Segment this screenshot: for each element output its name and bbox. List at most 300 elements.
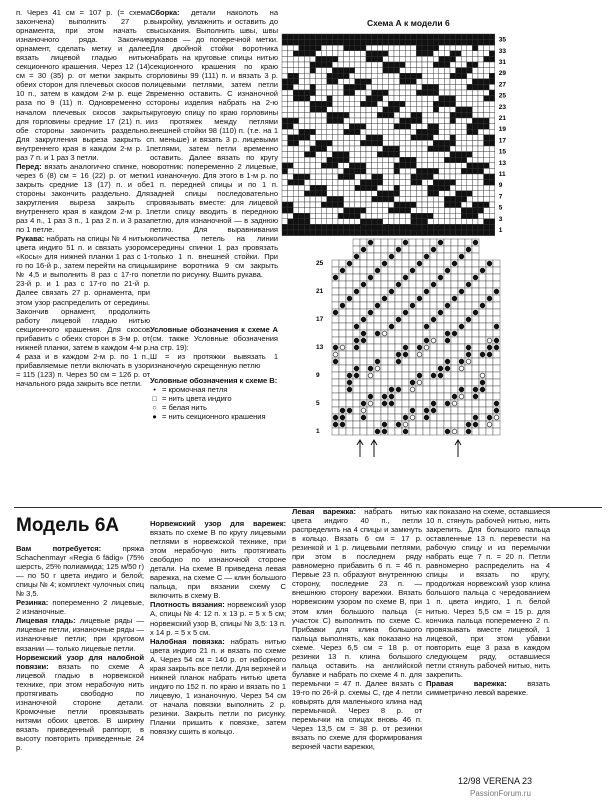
schema-a-cell: [422, 191, 428, 197]
schema-a-cell: [349, 185, 355, 191]
schema-b-cell: [465, 386, 472, 393]
schema-a-row-label: 27: [498, 81, 507, 89]
schema-a-cell: [416, 185, 422, 191]
schema-b-cell: [353, 267, 360, 274]
schema-b-stitch: [389, 289, 394, 294]
schema-a-cell: [461, 140, 467, 146]
schema-a-cell: [394, 124, 400, 130]
schema-b-cell: [353, 302, 360, 309]
schema-a-cell: [310, 140, 316, 146]
schema-a-cell: [428, 163, 434, 169]
schema-a-cell: [478, 224, 484, 230]
schema-a-cell: [344, 135, 350, 141]
schema-a-cell: [288, 152, 294, 158]
schema-a-cell: [456, 62, 462, 68]
schema-b-cell: [409, 330, 416, 337]
schema-a-cell: [355, 196, 361, 202]
schema-a-cell: [405, 34, 411, 40]
schema-a-cell: [344, 140, 350, 146]
schema-a-cell: [321, 196, 327, 202]
schema-a-cell: [472, 140, 478, 146]
schema-a-cell: [299, 224, 305, 230]
schema-a-cell: [316, 56, 322, 62]
schema-a-cell: [472, 180, 478, 186]
schema-a-cell: [366, 135, 372, 141]
schema-a-cell: [461, 168, 467, 174]
schema-a-cell: [467, 51, 473, 57]
paragraph-lead: Плотность вязания:: [150, 600, 225, 610]
schema-b-stitch: [424, 415, 429, 420]
schema-a-cell: [411, 140, 417, 146]
schema-a-cell: [444, 107, 450, 113]
schema-b-cell: [346, 365, 353, 372]
schema-a-cell: [316, 185, 322, 191]
schema-a-cell: [484, 168, 490, 174]
schema-b-cell: [388, 372, 395, 379]
schema-a-cell: [411, 79, 417, 85]
schema-a-cell: [439, 213, 445, 219]
schema-b-cell: [430, 330, 437, 337]
schema-a-cell: [456, 84, 462, 90]
schema-a-cell: [372, 129, 378, 135]
schema-a-cell: [484, 180, 490, 186]
schema-b-cell: [339, 288, 346, 295]
schema-a-row-label: 33: [498, 47, 507, 55]
schema-a-cell: [360, 146, 366, 152]
schema-a-cell: [444, 202, 450, 208]
schema-b-cell: [479, 337, 486, 344]
schema-b-cell: [444, 253, 451, 260]
schema-a-cell: [299, 146, 305, 152]
schema-a-cell: [444, 185, 450, 191]
schema-a-cell: [327, 96, 333, 102]
schema-b-cell: [486, 365, 493, 372]
schema-b-cell: [472, 253, 479, 260]
schema-a-cell: [467, 129, 473, 135]
schema-b-cell: [374, 253, 381, 260]
schema-a-cell: [372, 34, 378, 40]
schema-a-cell: [472, 168, 478, 174]
schema-a-cell: [366, 34, 372, 40]
schema-a-cell: [400, 152, 406, 158]
schema-b-cell: [346, 288, 353, 295]
schema-b-cell: [381, 253, 388, 260]
schema-a-cell: [372, 208, 378, 214]
schema-a-cell: [372, 73, 378, 79]
schema-b-cell: [423, 428, 430, 435]
schema-b-cell: [353, 260, 360, 267]
schema-a-cell: [388, 73, 394, 79]
paragraph-text: набрать нитью цвета индиго 21 п. и вязать по схеме А. Через 54 см = 140 р. от наборного края закрыть все петли. Для верхней и нижней планок набрать нитью цвета индиго по 152 п. по краю и вязать по 1 лицевую, 1 изнаночную. Через 54 см от начала повязки выполнить 2 р. резинки. Закрыть петли по рисунку. Планки пришить к повязке, затем повязку сшить в кольцо.: [150, 636, 286, 737]
schema-a-cell: [377, 79, 383, 85]
schema-b-cell: [472, 281, 479, 288]
schema-b-cell: [388, 274, 395, 281]
schema-a-cell: [489, 202, 495, 208]
schema-b-row-label: 21: [316, 288, 324, 295]
schema-a-cell: [344, 112, 350, 118]
schema-b-cell: [346, 393, 353, 400]
schema-a-cell: [422, 56, 428, 62]
col3-paragraph: [16, 544, 144, 598]
col4-paragraph: [150, 600, 286, 636]
schema-a-cell: [293, 62, 299, 68]
schema-a-cell: [388, 140, 394, 146]
schema-a-cell: [400, 202, 406, 208]
schema-b-cell: [416, 414, 423, 421]
schema-b-cell: [346, 302, 353, 309]
schema-a-cell: [405, 56, 411, 62]
schema-a-cell: [400, 135, 406, 141]
schema-a-cell: [288, 118, 294, 124]
schema-a-cell: [349, 180, 355, 186]
schema-b-stitch: [431, 338, 436, 343]
schema-a-cell: [411, 168, 417, 174]
schema-b-stitch: [466, 359, 471, 364]
schema-b-cell: [360, 379, 367, 386]
col3-paragraph: [16, 598, 144, 616]
schema-b-cell: [346, 337, 353, 344]
schema-a-cell: [467, 62, 473, 68]
schema-b-cell: [381, 407, 388, 414]
schema-b-stitch: [445, 366, 450, 371]
schema-b-cell: [416, 323, 423, 330]
schema-a-cell: [416, 45, 422, 51]
schema-a-cell: [299, 107, 305, 113]
schema-a-cell: [416, 40, 422, 46]
schema-a-cell: [282, 213, 288, 219]
schema-a-cell: [450, 202, 456, 208]
schema-a-cell: [383, 124, 389, 130]
schema-a-cell: [360, 112, 366, 118]
schema-a-cell: [321, 40, 327, 46]
schema-b-cell: [444, 239, 451, 246]
schema-b-stitch: [480, 268, 485, 273]
schema-a-cell: [383, 73, 389, 79]
schema-b-cell: [381, 267, 388, 274]
paragraph-lead: Левая варежка:: [292, 507, 356, 516]
schema-a-cell: [478, 124, 484, 130]
schema-b-cell: [465, 295, 472, 302]
schema-b-stitch: [361, 331, 366, 336]
schema-a-cell: [282, 196, 288, 202]
schema-a-cell: [461, 135, 467, 141]
schema-b-cell: [353, 428, 360, 435]
schema-a-cell: [456, 124, 462, 130]
schema-a-cell: [461, 90, 467, 96]
schema-a-cell: [400, 140, 406, 146]
schema-b-cell: [472, 323, 479, 330]
schema-b-cell: [339, 428, 346, 435]
schema-a-cell: [304, 185, 310, 191]
schema-a-cell: [338, 90, 344, 96]
schema-b-cell: [465, 337, 472, 344]
schema-a-cell: [316, 112, 322, 118]
schema-a-cell: [489, 40, 495, 46]
schema-a-cell: [321, 34, 327, 40]
schema-a-cell: [293, 146, 299, 152]
paragraph-text: вязать по схеме А лицевой гладью в норвежской технике, при этом нерабочую нить протягивать свободно по изнаночной стороне детали. Кромочные петли провязывать нитями обоих цветов. В ширину вязать приведенный раппорт, в высоту повторить приведенные 24 р.: [16, 661, 144, 753]
schema-a-cell: [484, 90, 490, 96]
schema-a-cell: [360, 56, 366, 62]
schema-a-cell: [338, 101, 344, 107]
schema-b-cell: [339, 400, 346, 407]
schema-a-cell: [383, 107, 389, 113]
schema-b-cell: [458, 330, 465, 337]
schema-a-cell: [327, 185, 333, 191]
schema-a-cell: [383, 196, 389, 202]
schema-a-cell: [288, 163, 294, 169]
schema-a-cell: [316, 118, 322, 124]
schema-a-cell: [355, 107, 361, 113]
schema-a-cell: [422, 51, 428, 57]
schema-b-stitch: [389, 394, 394, 399]
schema-a-cell: [416, 90, 422, 96]
schema-b-stitch: [494, 289, 499, 294]
schema-b-stitch: [445, 359, 450, 364]
legend-row: [150, 412, 278, 421]
schema-a-cell: [355, 73, 361, 79]
schema-a-cell: [461, 185, 467, 191]
schema-a-cell: [467, 73, 473, 79]
schema-b-cell: [430, 274, 437, 281]
schema-a-cell: [428, 157, 434, 163]
schema-b-cell: [416, 302, 423, 309]
schema-a-row-label: 31: [498, 59, 507, 66]
schema-b-cell: [374, 421, 381, 428]
schema-a-row-label: 13: [498, 159, 507, 167]
schema-a-cell: [489, 34, 495, 40]
schema-a-cell: [405, 185, 411, 191]
schema-a-cell: [377, 68, 383, 74]
schema-a-cell: [288, 112, 294, 118]
schema-b-cell: [458, 414, 465, 421]
schema-a-cell: [321, 135, 327, 141]
schema-a-cell: [304, 135, 310, 141]
schema-a-cell: [332, 157, 338, 163]
schema-a-cell: [472, 51, 478, 57]
schema-a-cell: [433, 185, 439, 191]
schema-b-stitch: [340, 422, 345, 427]
schema-a-cell: [360, 34, 366, 40]
schema-a-cell: [366, 112, 372, 118]
schema-b-cell: [360, 253, 367, 260]
schema-b-cell: [360, 302, 367, 309]
schema-a-cell: [484, 51, 490, 57]
schema-b-cell: [437, 337, 444, 344]
schema-b-cell: [479, 407, 486, 414]
schema-a-cell: [304, 84, 310, 90]
schema-b-stitch: [480, 380, 485, 385]
schema-a-cell: [304, 208, 310, 214]
schema-b-cell: [465, 372, 472, 379]
schema-a-cell: [439, 157, 445, 163]
schema-b-cell: [367, 379, 374, 386]
schema-a-cell: [478, 213, 484, 219]
schema-a-cell: [439, 56, 445, 62]
schema-a-cell: [304, 45, 310, 51]
schema-a-cell: [456, 68, 462, 74]
schema-b-cell: [353, 351, 360, 358]
schema-a-cell: [366, 129, 372, 135]
column-6: [426, 507, 550, 697]
schema-a-cell: [383, 168, 389, 174]
schema-a-cell: [461, 202, 467, 208]
schema-b-cell: [430, 309, 437, 316]
schema-a-cell: [321, 185, 327, 191]
schema-b-cell: [388, 267, 395, 274]
schema-a-cell: [304, 213, 310, 219]
schema-a-cell: [321, 180, 327, 186]
schema-b-stitch: [389, 324, 394, 329]
schema-a-cell: [321, 146, 327, 152]
schema-b-cell: [430, 260, 437, 267]
schema-a-cell: [377, 34, 383, 40]
schema-a-cell: [400, 107, 406, 113]
schema-a-cell: [394, 90, 400, 96]
schema-b-cell: [346, 309, 353, 316]
schema-a-cell: [310, 62, 316, 68]
schema-a-cell: [316, 51, 322, 57]
schema-a-cell: [377, 62, 383, 68]
schema-a-cell: [422, 107, 428, 113]
legend-label: = нить секционного крашения: [162, 412, 266, 422]
schema-a-cell: [461, 84, 467, 90]
schema-a-cell: [316, 152, 322, 158]
schema-a-cell: [439, 68, 445, 74]
schema-a-cell: [489, 157, 495, 163]
schema-a-cell: [316, 84, 322, 90]
schema-a-cell: [439, 118, 445, 124]
schema-a-cell: [433, 62, 439, 68]
schema-a-cell: [489, 68, 495, 74]
schema-a-cell: [411, 135, 417, 141]
schema-a-cell: [355, 68, 361, 74]
schema-b-cell: [409, 323, 416, 330]
schema-b-cell: [395, 267, 402, 274]
schema-b-stitch: [354, 345, 359, 350]
schema-a-cell: [400, 124, 406, 130]
schema-a-cell: [383, 84, 389, 90]
schema-b-stitch: [494, 345, 499, 350]
schema-a-cell: [383, 56, 389, 62]
schema-a-cell: [310, 112, 316, 118]
schema-b-stitch: [361, 282, 366, 287]
schema-a-cell: [299, 157, 305, 163]
schema-a-cell: [299, 140, 305, 146]
schema-b-cell: [437, 400, 444, 407]
schema-a-cell: [467, 219, 473, 225]
schema-b-stitch: [452, 331, 457, 336]
schema-a-cell: [304, 62, 310, 68]
schema-b-cell: [479, 358, 486, 365]
schema-b-cell: [472, 267, 479, 274]
schema-a-row-label: 15: [498, 148, 507, 156]
schema-a-cell: [388, 196, 394, 202]
schema-a-cell: [310, 118, 316, 124]
schema-a-cell: [472, 112, 478, 118]
schema-b-cell: [402, 400, 409, 407]
schema-b-cell: [423, 330, 430, 337]
schema-b-cell: [437, 421, 444, 428]
schema-a-cell: [344, 90, 350, 96]
model-title: Модель 6А: [16, 515, 120, 536]
schema-a-cell: [433, 34, 439, 40]
schema-a-cell: [360, 68, 366, 74]
schema-a-cell: [288, 84, 294, 90]
schema-b-cell: [388, 295, 395, 302]
schema-a-cell: [332, 185, 338, 191]
schema-a-cell: [411, 124, 417, 130]
schema-a-cell: [450, 146, 456, 152]
schema-a-cell: [400, 45, 406, 51]
schema-b-stitch: [466, 282, 471, 287]
schema-a-cell: [282, 68, 288, 74]
schema-a-cell: [456, 174, 462, 180]
schema-b-cell: [416, 393, 423, 400]
schema-b-cell: [402, 316, 409, 323]
schema-a-cell: [355, 40, 361, 46]
schema-b-cell: [402, 365, 409, 372]
schema-a-cell: [400, 185, 406, 191]
schema-b-cell: [444, 309, 451, 316]
schema-a-cell: [472, 40, 478, 46]
schema-a-cell: [439, 40, 445, 46]
col4-paragraph: [150, 637, 286, 737]
schema-a-cell: [489, 219, 495, 225]
schema-b-cell: [374, 246, 381, 253]
schema-a-cell: [349, 208, 355, 214]
schema-a-cell: [400, 146, 406, 152]
schema-a-cell: [428, 40, 434, 46]
schema-a-cell: [355, 163, 361, 169]
schema-b-cell: [479, 295, 486, 302]
schema-a-cell: [316, 107, 322, 113]
schema-a-cell: [288, 213, 294, 219]
schema-b-cell: [346, 414, 353, 421]
schema-a-cell: [338, 40, 344, 46]
schema-a-cell: [450, 140, 456, 146]
schema-a-cell: [478, 40, 484, 46]
schema-a-cell: [416, 196, 422, 202]
schema-a-cell: [327, 208, 333, 214]
schema-a-cell: [433, 90, 439, 96]
schema-b-cell: [437, 295, 444, 302]
schema-a-cell: [327, 112, 333, 118]
schema-b-cell: [353, 379, 360, 386]
schema-a-cell: [394, 146, 400, 152]
schema-a-cell: [293, 208, 299, 214]
schema-a-cell: [450, 168, 456, 174]
schema-b-cell: [479, 344, 486, 351]
schema-a-cell: [489, 185, 495, 191]
schema-b-stitch: [494, 415, 499, 420]
schema-a-cell: [377, 112, 383, 118]
schema-b-cell: [472, 400, 479, 407]
schema-a-cell: [288, 129, 294, 135]
schema-a-cell: [338, 62, 344, 68]
schema-a-cell: [405, 152, 411, 158]
schema-a-cell: [383, 62, 389, 68]
schema-a-cell: [456, 40, 462, 46]
schema-a-cell: [360, 79, 366, 85]
schema-a-cell: [332, 202, 338, 208]
schema-a-cell: [456, 146, 462, 152]
schema-b-cell: [493, 372, 500, 379]
schema-a-cell: [467, 107, 473, 113]
schema-b-cell: [409, 288, 416, 295]
schema-a-cell: [456, 73, 462, 79]
schema-a-cell: [478, 191, 484, 197]
